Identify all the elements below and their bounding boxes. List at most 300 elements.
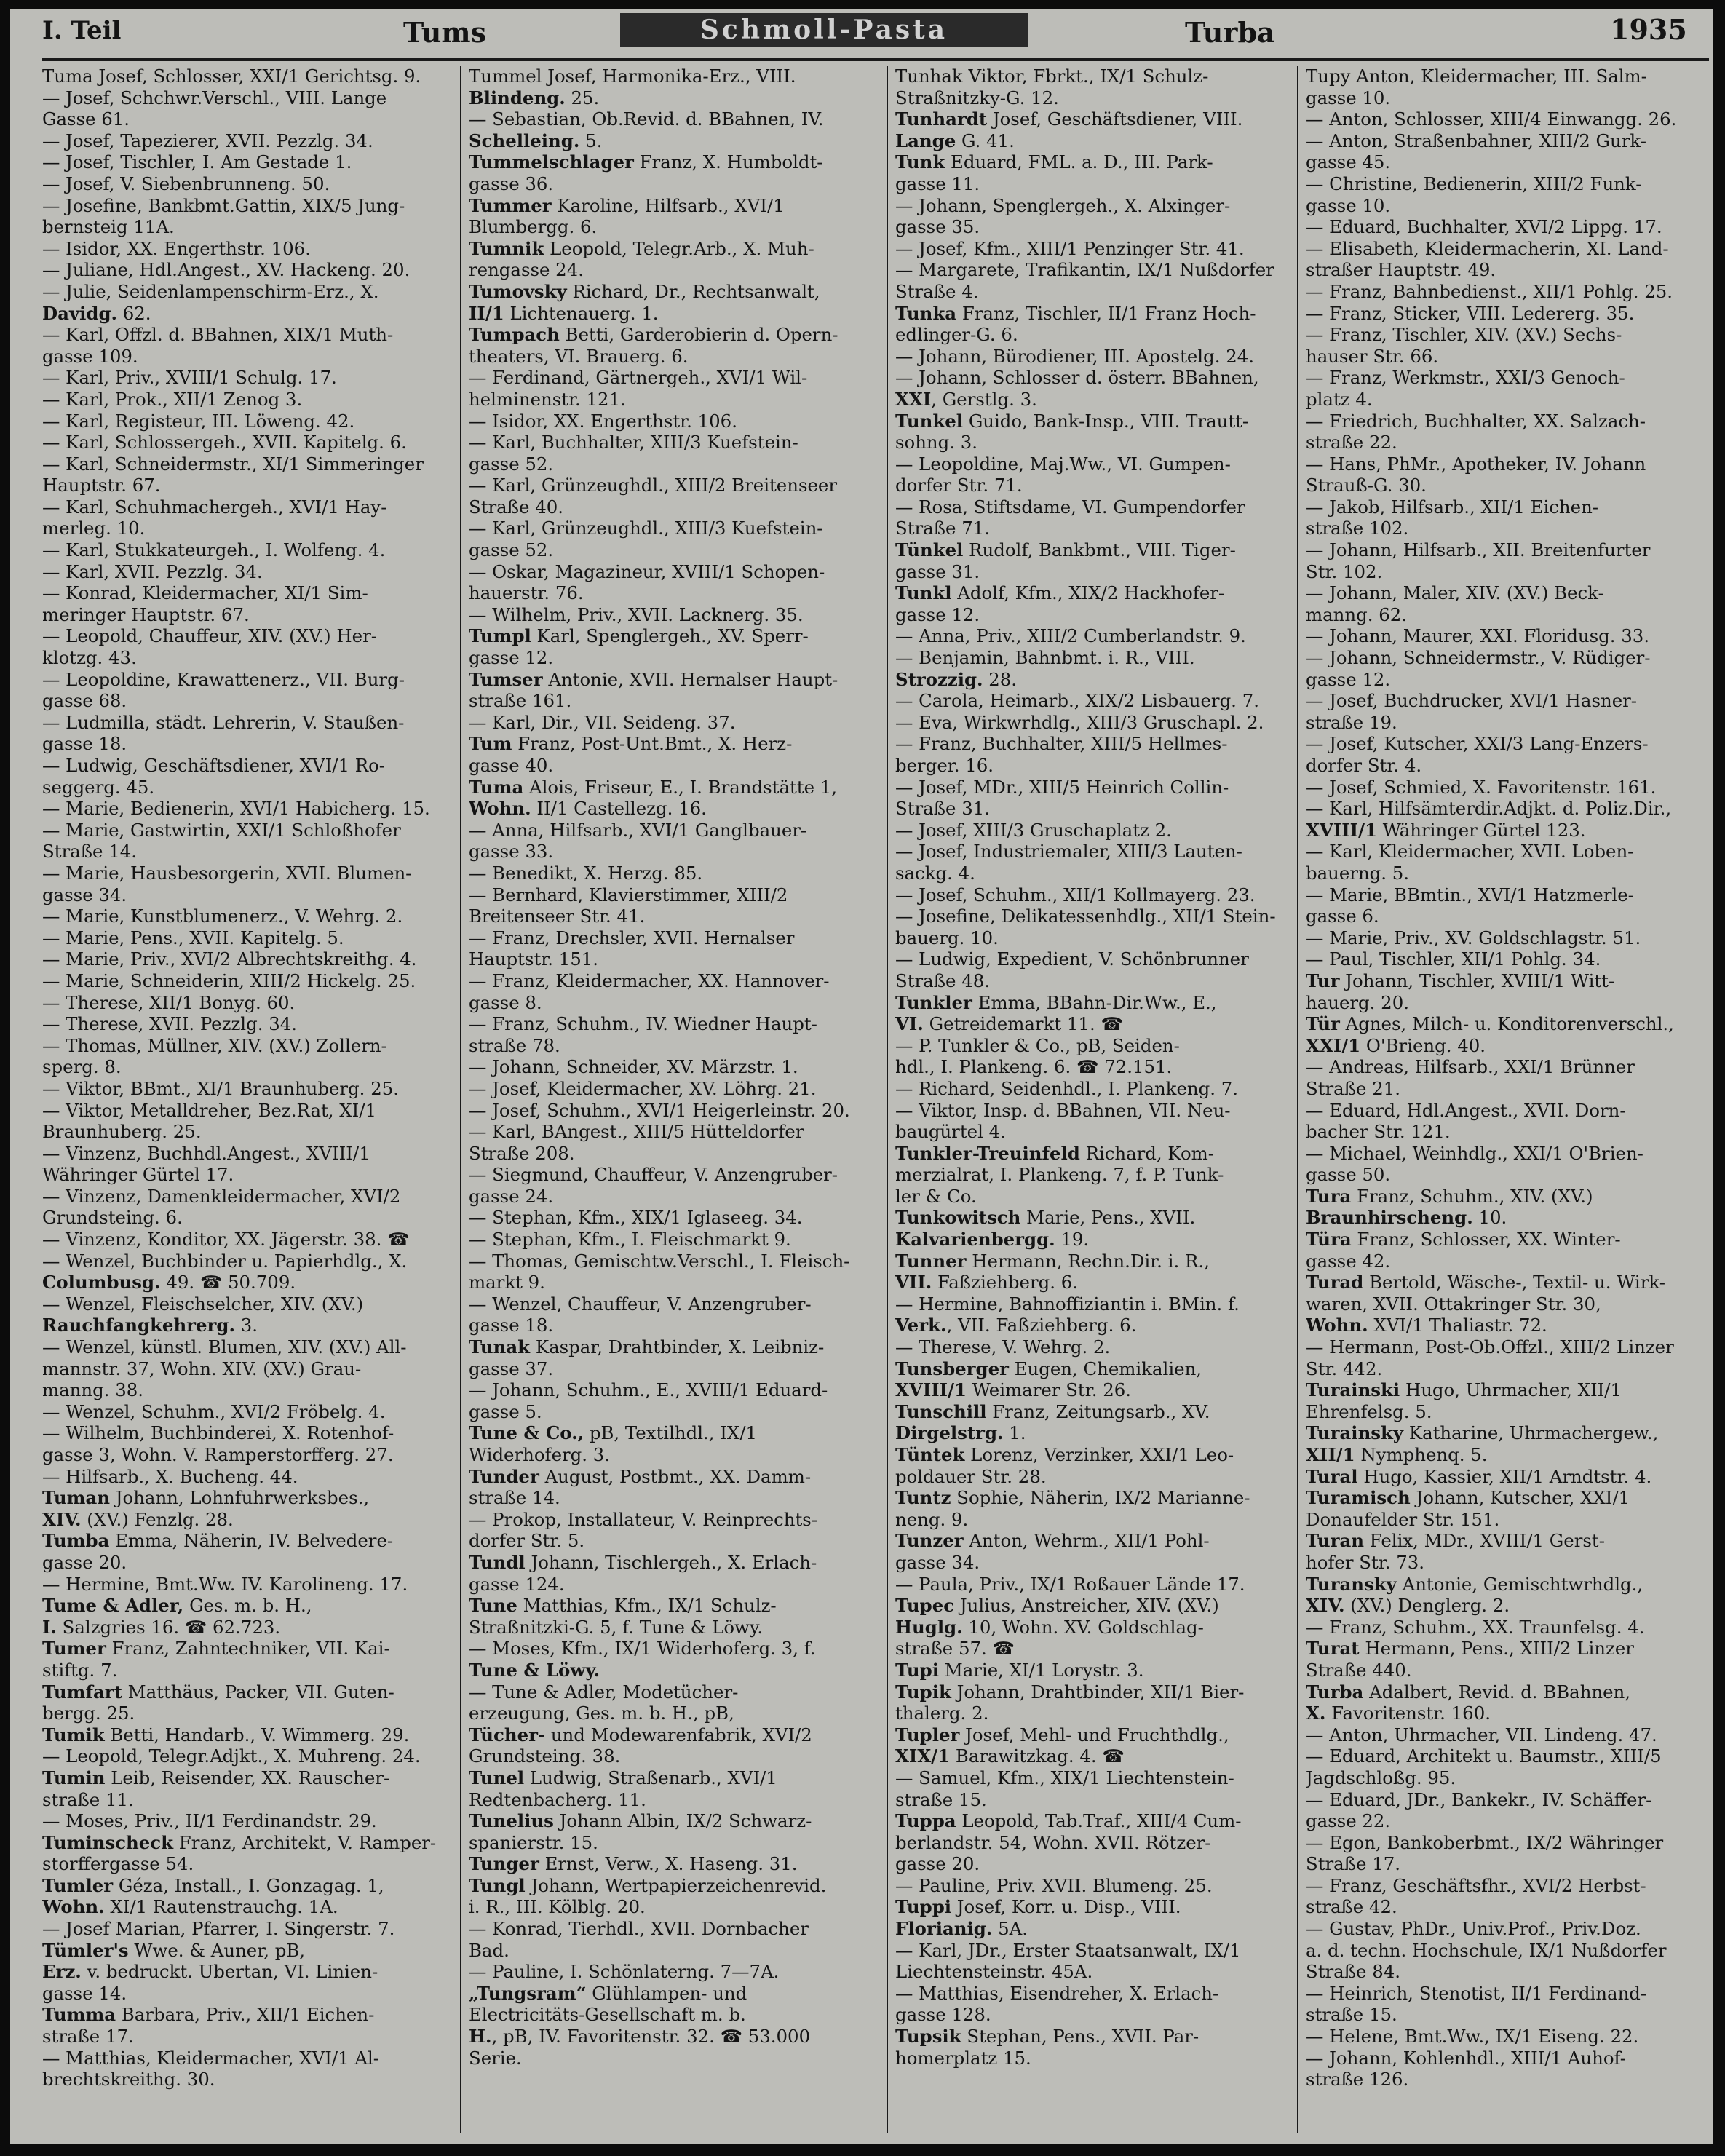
directory-line: Str. 442. [1306,1358,1383,1379]
directory-line: — Franz, Buchhalter, XIII/5 Hellmes- [895,733,1228,755]
directory-line: — Karl, Stukkateurgeh., I. Wolfeng. 4. [42,539,386,561]
directory-line: Tunak Kaspar, Drahtbinder, X. Leibniz- [469,1336,825,1358]
directory-line: — Wilhelm, Buchbinderei, X. Rotenhof- [42,1422,394,1444]
surname: Tumpach [469,324,560,346]
surname: Tunkel [895,410,964,432]
directory-line: — Moses, Priv., II/1 Ferdinandstr. 29. [42,1810,377,1832]
directory-line: Tunschill Franz, Zeitungsarb., XV. [895,1400,1210,1422]
directory-line: — Ferdinand, Gärtnergeh., XVI/1 Wil- [469,367,808,389]
directory-line: merleg. 10. [42,518,146,539]
directory-line: — Vinzenz, Buchhdl.Angest., XVIII/1 [42,1142,370,1164]
directory-line: — Konrad, Tierhdl., XVII. Dornbacher [469,1918,809,1940]
header-rule [42,58,1709,61]
directory-line: gasse 124. [469,1573,565,1595]
directory-line: — Karl, Schlossergeh., XVII. Kapitelg. 6. [42,432,407,453]
surname: Tunkl [895,582,952,604]
surname: Tune [469,1595,518,1617]
directory-line: Tumser Antonie, XVII. Hernalser Haupt- [469,668,838,690]
directory-line: — Isidor, XX. Engerthstr. 106. [42,237,311,259]
directory-line: Tunhak Viktor, Fbrkt., IX/1 Schulz- [895,66,1209,87]
guide-word-right: Turba [1185,16,1275,49]
directory-line: XIX/1 Barawitzkag. 4. ☎ [895,1745,1125,1767]
directory-line: Tume & Adler, Ges. m. b. H., [42,1595,312,1617]
column-1 [42,66,448,2133]
directory-line: theaters, VI. Brauerg. 6. [469,345,689,367]
directory-line: — Siegmund, Chauffeur, V. Anzengruber- [469,1164,838,1186]
directory-line: — Wenzel, Schuhm., XVI/2 Fröbelg. 4. [42,1400,386,1422]
surname: Erz. [42,1961,82,1983]
directory-line: Ehrenfelsg. 5. [1306,1400,1432,1422]
directory-line: straße 102. [1306,518,1409,539]
directory-line: straße 57. ☎ [895,1638,1015,1660]
surname: II/1 [469,302,504,324]
directory-line: Grundsteing. 38. [469,1745,621,1767]
surname: XXI/1 [1306,1034,1361,1056]
directory-line: bernsteig 11A. [42,216,175,238]
directory-line: — Pauline, I. Schönlaterng. 7—7A. [469,1961,780,1983]
directory-line: Serie. [469,2047,522,2069]
directory-line: — Michael, Weinhdlg., XXI/1 O'Brien- [1306,1142,1643,1164]
surname: Wohn. [1306,1315,1368,1336]
directory-line: manng. 38. [42,1379,143,1401]
directory-line: — Marie, Priv., XV. Goldschlagstr. 51. [1306,927,1641,948]
directory-line: — Franz, Geschäftsfhr., XVI/2 Herbst- [1306,1874,1646,1896]
directory-line: Tumovsky Richard, Dr., Rechtsanwalt, [469,280,820,302]
directory-line: — Franz, Schuhm., XX. Traunfelsg. 4. [1306,1616,1645,1638]
directory-line: gasse 11. [895,173,980,194]
directory-line: — Jakob, Hilfsarb., XII/1 Eichen- [1306,496,1599,518]
directory-line: Tuma Alois, Friseur, E., I. Brandstätte 1, [469,776,838,798]
directory-line: II/1 Lichtenauerg. 1. [469,302,659,324]
directory-line: Tuminscheck Franz, Architekt, V. Ramper- [42,1831,437,1853]
directory-line: Straße 40. [469,496,563,518]
directory-line: Donaufelder Str. 151. [1306,1508,1500,1530]
directory-line: — Johann, Kohlenhdl., XIII/1 Auhof- [1306,2047,1626,2069]
directory-line: Turan Felix, MDr., XVIII/1 Gerst- [1306,1530,1605,1552]
column-divider [1297,66,1298,2133]
surname: „Tungsram“ [469,1982,587,2004]
directory-line: — Leopold, Telegr.Adjkt., X. Muhreng. 24. [42,1745,421,1767]
surname: XXI [895,388,932,410]
column-3 [895,66,1301,2133]
column-2 [469,66,875,2133]
directory-line: gasse 14. [42,1982,127,2004]
directory-line: neng. 9. [895,1508,969,1530]
directory-line: — Wenzel, Fleischselcher, XIV. (XV.) [42,1293,364,1315]
directory-line: gasse 22. [1306,1810,1391,1832]
directory-line: meringer Hauptstr. 67. [42,603,250,625]
directory-line: Straße 17. [1306,1853,1400,1875]
directory-line: — Johann, Maler, XIV. (XV.) Beck- [1306,582,1604,604]
surname: Tunzer [895,1530,964,1552]
directory-line: Tuppi Josef, Korr. u. Disp., VIII. [895,1896,1181,1918]
surname: XIV. [1306,1595,1345,1617]
directory-line: Turansky Antonie, Gemischtwrhdlg., [1306,1573,1643,1595]
directory-line: — Karl, Offzl. d. BBahnen, XIX/1 Muth- [42,324,394,346]
directory-line: sackg. 4. [895,862,975,884]
directory-line: straße 22. [1306,432,1397,453]
directory-line: Blumbergg. 6. [469,216,598,238]
surname: Tücher- [469,1724,546,1745]
directory-line: — Pauline, Priv. XVII. Blumeng. 25. [895,1874,1213,1896]
directory-line: — Moses, Kfm., IX/1 Widerhoferg. 3, f. [469,1638,816,1660]
directory-line: — Stephan, Kfm., I. Fleischmarkt 9. [469,1229,791,1251]
directory-line: Turainsky Katharine, Uhrmachergew., [1306,1422,1659,1444]
directory-line: Tunkler-Treuinfeld Richard, Kom- [895,1142,1215,1164]
directory-line: Tungl Johann, Wertpapierzeichenrevid. [469,1874,827,1896]
directory-line: hofer Str. 73. [1306,1551,1425,1573]
directory-line: sperg. 8. [42,1056,122,1078]
directory-line: — Ludmilla, städt. Lehrerin, V. Staußen- [42,711,405,733]
directory-line: Tunk Eduard, FML. a. D., III. Park- [895,151,1213,173]
directory-line: — Wenzel, künstl. Blumen, XIV. (XV.) All- [42,1336,407,1358]
directory-line: — Karl, Grünzeughdl., XIII/2 Breitenseer [469,475,837,496]
directory-line: — Therese, V. Wehrg. 2. [895,1336,1111,1358]
directory-line: Tumler Géza, Install., I. Gonzagag. 1, [42,1874,384,1896]
surname: Turamisch [1306,1487,1411,1509]
directory-line: — Anna, Hilfsarb., XVI/1 Ganglbauer- [469,819,807,841]
directory-line: — Samuel, Kfm., XIX/1 Liechtenstein- [895,1767,1234,1788]
surname: Tungl [469,1874,526,1896]
directory-line: — Paul, Tischler, XII/1 Pohlg. 34. [1306,948,1601,970]
surname: Tunger [469,1853,539,1875]
directory-line: Straße 208. [469,1142,575,1164]
directory-line: — Karl, JDr., Erster Staatsanwalt, IX/1 [895,1939,1241,1961]
directory-line: — Carola, Heimarb., XIX/2 Lisbauerg. 7. [895,690,1259,712]
surname: Tumma [42,2004,116,2026]
directory-line: Braunhuberg. 25. [42,1121,202,1143]
directory-line: X. Favoritenstr. 160. [1306,1703,1491,1724]
directory-line: Tupsik Stephan, Pens., XVII. Par- [895,2026,1199,2048]
surname: Tuppa [895,1810,956,1832]
directory-line: Tuppa Leopold, Tab.Traf., XIII/4 Cum- [895,1810,1242,1832]
directory-line: — Therese, XII/1 Bonyg. 60. [42,991,296,1013]
directory-line: Tur Johann, Tischler, XVIII/1 Witt- [1306,970,1615,991]
surname: Tür [1306,1013,1340,1035]
surname: Tuman [42,1487,110,1509]
directory-line: — Josef, Industriemaler, XIII/3 Lauten- [895,841,1242,863]
directory-line: — Marie, Pens., XVII. Kapitelg. 5. [42,927,344,948]
directory-line: — Viktor, Insp. d. BBahnen, VII. Neu- [895,1099,1231,1121]
directory-line: — Julie, Seidenlampenschirm-Erz., X. [42,280,379,302]
directory-line: — Franz, Bahnbedienst., XII/1 Pohlg. 25. [1306,280,1673,302]
directory-line: — Eduard, Buchhalter, XVI/2 Lippg. 17. [1306,216,1662,238]
surname: Tumfart [42,1681,122,1703]
directory-line: brechtskreithg. 30. [42,2069,215,2090]
surname: I. [42,1616,57,1638]
directory-line: gasse 10. [1306,194,1391,216]
directory-line: — Anna, Priv., XIII/2 Cumberlandstr. 9. [895,625,1246,647]
directory-line: — Johann, Schneider, XV. Märzstr. 1. [469,1056,798,1078]
directory-line: — Thomas, Gemischtw.Verschl., I. Fleisch- [469,1250,850,1272]
directory-line: hauerstr. 76. [469,582,584,604]
surname: Tunder [469,1465,539,1487]
directory-line: hauerg. 20. [1306,991,1409,1013]
directory-line: — Josefine, Delikatessenhdlg., XII/1 Stein- [895,905,1276,927]
directory-line: — Karl, Schuhmachergeh., XVI/1 Hay- [42,496,387,518]
directory-line: — Ludwig, Expedient, V. Schönbrunner [895,948,1249,970]
directory-line: straße 14. [469,1487,560,1509]
directory-line: Tupec Julius, Anstreicher, XIV. (XV.) [895,1595,1219,1617]
directory-line: markt 9. [469,1272,545,1293]
directory-line: Schelleing. 5. [469,130,603,151]
surname: Rauchfangkehrerg. [42,1315,235,1336]
directory-line: — Marie, BBmtin., XVI/1 Hatzmerle- [1306,884,1634,905]
directory-line: Verk., VII. Faßziehberg. 6. [895,1315,1137,1336]
directory-line: — P. Tunkler & Co., pB, Seiden- [895,1034,1180,1056]
directory-line: Tür Agnes, Milch- u. Konditorenverschl., [1306,1013,1674,1035]
directory-line: — Egon, Bankoberbmt., IX/2 Währinger [1306,1831,1664,1853]
directory-line: stiftg. 7. [42,1659,118,1681]
directory-line: helminenstr. 121. [469,388,626,410]
directory-line: straße 15. [1306,2004,1397,2026]
directory-line: H., pB, IV. Favoritenstr. 32. ☎ 53.000 [469,2026,811,2048]
directory-line: Braunhirscheng. 10. [1306,1207,1507,1229]
surname: Blindeng. [469,87,566,108]
directory-line: — Josef Marian, Pfarrer, I. Singerstr. 7. [42,1918,395,1940]
directory-line: — Johann, Schneidermstr., V. Rüdiger- [1306,647,1651,669]
directory-line: — Karl, Grünzeughdl., XIII/3 Kuefstein- [469,518,823,539]
directory-line: baugürtel 4. [895,1121,1006,1143]
surname: Tuma [469,776,524,798]
directory-line: — Friedrich, Buchhalter, XX. Salzach- [1306,410,1646,432]
directory-line: a. d. techn. Hochschule, IX/1 Nußdorfer [1306,1939,1667,1961]
directory-line: berger. 16. [895,755,994,776]
surname: Tunkowitsch [895,1207,1021,1229]
directory-line: Tunkler Emma, BBahn-Dir.Ww., E., [895,991,1217,1013]
directory-line: — Johann, Spenglergeh., X. Alxinger- [895,194,1231,216]
directory-line: — Sebastian, Ob.Revid. d. BBahnen, IV. [469,108,824,130]
directory-line: Columbusg. 49. ☎ 50.709. [42,1272,296,1293]
directory-line: — Josef, MDr., XIII/5 Heinrich Collin- [895,776,1229,798]
directory-line: bauerng. 5. [1306,862,1410,884]
directory-line: Grundsteing. 6. [42,1207,183,1229]
directory-line: Tundl Johann, Tischlergeh., X. Erlach- [469,1551,817,1573]
directory-line: — Josef, Schchwr.Verschl., VIII. Lange [42,87,387,108]
directory-line: — Franz, Werkmstr., XXI/3 Genoch- [1306,367,1625,389]
directory-line: straße 19. [1306,711,1397,733]
surname: XIX/1 [895,1745,951,1767]
surname: Tumin [42,1767,106,1788]
surname: Tur [1306,970,1340,991]
surname: Tupi [895,1659,939,1681]
directory-line: — Josef, Buchdrucker, XVI/1 Hasner- [1306,690,1638,712]
directory-line: Tumin Leib, Reisender, XX. Rauscher- [42,1767,390,1788]
directory-line: Davidg. 62. [42,302,151,324]
directory-line: — Karl, Prok., XII/1 Zenog 3. [42,388,303,410]
directory-line: — Josef, Tischler, I. Am Gestade 1. [42,151,352,173]
directory-line: — Ludwig, Geschäftsdiener, XVI/1 Ro- [42,755,386,776]
directory-line: Redtenbacherg. 11. [469,1788,646,1810]
directory-line: gasse 12. [1306,668,1391,690]
directory-line: gasse 35. [895,216,980,238]
directory-line: — Marie, Schneiderin, XIII/2 Hickelg. 25. [42,970,416,991]
directory-line: Tunel Ludwig, Straßenarb., XVI/1 [469,1767,777,1788]
directory-line: gasse 20. [42,1551,127,1573]
surname: Tuppi [895,1896,952,1918]
directory-line: gasse 109. [42,345,138,367]
directory-line: Tummelschlager Franz, X. Humboldt- [469,151,823,173]
directory-line: Huglg. 10, Wohn. XV. Goldschlag- [895,1616,1204,1638]
year-label: 1935 [1610,13,1687,46]
directory-line: gasse 36. [469,173,554,194]
directory-line: Tural Hugo, Kassier, XII/1 Arndtstr. 4. [1306,1465,1652,1487]
directory-line: Straße 71. [895,518,990,539]
directory-line: platz 4. [1306,388,1373,410]
directory-line: straße 17. [42,2026,134,2048]
directory-line: „Tungsram“ Glühlampen- und [469,1982,748,2004]
directory-line: — Johann, Hilfsarb., XII. Breitenfurter [1306,539,1651,561]
surname: Tupec [895,1595,955,1617]
directory-line: — Juliane, Hdl.Angest., XV. Hackeng. 20. [42,259,411,281]
directory-line: — Prokop, Installateur, V. Reinprechts- [469,1508,818,1530]
directory-line: Turamisch Johann, Kutscher, XXI/1 [1306,1487,1630,1509]
directory-line: Liechtensteinstr. 45A. [895,1961,1093,1983]
surname: Davidg. [42,302,117,324]
directory-line: gasse 12. [895,603,980,625]
directory-line: Tumma Barbara, Priv., XII/1 Eichen- [42,2004,375,2026]
surname: Tunka [895,302,957,324]
directory-line: — Bernhard, Klavierstimmer, XIII/2 [469,884,788,905]
directory-line: Straße 48. [895,970,990,991]
directory-line: — Josef, Schmied, X. Favoritenstr. 161. [1306,776,1657,798]
directory-line: gasse 18. [469,1315,554,1336]
surname: Lange [895,130,956,151]
directory-line: manng. 62. [1306,603,1407,625]
directory-line: gasse 8. [469,991,542,1013]
directory-line: — Josef, XIII/3 Gruschaplatz 2. [895,819,1172,841]
directory-line: Tupik Johann, Drahtbinder, XII/1 Bier- [895,1681,1245,1703]
directory-line: gasse 33. [469,841,554,863]
directory-line: sohng. 3. [895,432,978,453]
directory-line: Lange G. 41. [895,130,1015,151]
directory-line: — Karl, Kleidermacher, XVII. Loben- [1306,841,1634,863]
directory-line: — Thomas, Müllner, XIV. (XV.) Zollern- [42,1034,387,1056]
surname: Turad [1306,1272,1364,1293]
surname: Tummelschlager [469,151,634,173]
directory-line: — Johann, Schlosser d. österr. BBahnen, [895,367,1259,389]
directory-line: — Hilfsarb., X. Bucheng. 44. [42,1465,298,1487]
directory-line: — Johann, Maurer, XXI. Floridusg. 33. [1306,625,1650,647]
directory-line: Florianig. 5A. [895,1918,1028,1940]
directory-line: Turba Adalbert, Revid. d. BBahnen, [1306,1681,1631,1703]
directory-line: Tunkowitsch Marie, Pens., XVII. [895,1207,1196,1229]
surname: Tunhardt [895,108,988,130]
surname: XVIII/1 [1306,819,1377,841]
surname: Tura [1306,1185,1352,1207]
directory-line: — Andreas, Hilfsarb., XXI/1 Brünner [1306,1056,1635,1078]
directory-line: edlinger-G. 6. [895,324,1018,346]
directory-line: gasse 34. [895,1551,980,1573]
directory-line: — Josef, Tapezierer, XVII. Pezzlg. 34. [42,130,373,151]
directory-line: dorfer Str. 71. [895,475,1023,496]
directory-line: VII. Faßziehberg. 6. [895,1272,1078,1293]
directory-line: Erz. v. bedruckt. Ubertan, VI. Linien- [42,1961,378,1983]
directory-line: Tunhardt Josef, Geschäftsdiener, VIII. [895,108,1243,130]
surname: Tumler [42,1874,114,1896]
directory-line: Dirgelstrg. 1. [895,1422,1026,1444]
directory-line: Turat Hermann, Pens., XIII/2 Linzer [1306,1638,1634,1660]
directory-line: — Wenzel, Chauffeur, V. Anzengruber- [469,1293,812,1315]
directory-line: — Josef, Kutscher, XXI/3 Lang-Enzers- [1306,733,1649,755]
directory-line: Straße 84. [1306,1961,1400,1983]
surname: XII/1 [1306,1444,1355,1465]
surname: XVIII/1 [895,1379,967,1401]
surname: Tümler's [42,1939,129,1961]
directory-line: — Matthias, Kleidermacher, XVI/1 Al- [42,2047,380,2069]
directory-line: — Johann, Schuhm., E., XVIII/1 Eduard- [469,1379,828,1401]
directory-line: Tuntz Sophie, Näherin, IX/2 Marianne- [895,1487,1250,1509]
directory-line: — Leopold, Chauffeur, XIV. (XV.) Her- [42,625,377,647]
directory-line: — Vinzenz, Damenkleidermacher, XVI/2 [42,1185,401,1207]
directory-line: gasse 5. [469,1400,542,1422]
directory-line: gasse 34. [42,884,127,905]
directory-line: Wohn. II/1 Castellezg. 16. [469,798,707,820]
directory-line: Tumpach Betti, Garderobierin d. Opern- [469,324,838,346]
directory-line: gasse 128. [895,2004,991,2026]
directory-line: — Johann, Bürodiener, III. Apostelg. 24. [895,345,1255,367]
directory-line: — Paula, Priv., IX/1 Roßauer Lände 17. [895,1573,1245,1595]
directory-line: — Wenzel, Buchbinder u. Papierhdlg., X. [42,1250,408,1272]
directory-line: Tunzer Anton, Wehrm., XII/1 Pohl- [895,1530,1210,1552]
directory-line: — Hans, PhMr., Apotheker, IV. Johann [1306,453,1646,475]
surname: Tunel [469,1767,525,1788]
column-divider [460,66,461,2133]
directory-line: straße 126. [1306,2069,1409,2090]
surname: Tunkler [895,991,972,1013]
directory-line: gasse 52. [469,453,554,475]
directory-page [10,9,1713,2144]
directory-line: Tupler Josef, Mehl- und Fruchthdlg., [895,1724,1229,1745]
directory-line: XIV. (XV.) Denglerg. 2. [1306,1595,1510,1617]
surname: Turba [1306,1681,1364,1703]
directory-line: rengasse 24. [469,259,584,281]
directory-line: XXI, Gerstlg. 3. [895,388,1037,410]
surname: Kalvarienbergg. [895,1229,1055,1251]
directory-line: — Benjamin, Bahnbmt. i. R., VIII. [895,647,1195,669]
surname: H. [469,2026,492,2048]
directory-line: i. R., III. Kölblg. 20. [469,1896,646,1918]
directory-line: gasse 42. [1306,1250,1391,1272]
directory-line: hauser Str. 66. [1306,345,1439,367]
directory-line: XII/1 Nymphenq. 5. [1306,1444,1488,1465]
directory-line: Straße 31. [895,798,990,820]
directory-line: waren, XVII. Ottakringer Str. 30, [1306,1293,1601,1315]
directory-line: — Hermine, Bmt.Ww. IV. Karolineng. 17. [42,1573,408,1595]
directory-line: Straße 4. [895,280,979,302]
directory-line: — Eduard, Architekt u. Baumstr., XIII/5 [1306,1745,1662,1767]
directory-line: — Matthias, Eisendreher, X. Erlach- [895,1982,1219,2004]
surname: Tunk [895,151,945,173]
surname: Tune & Löwy. [469,1659,600,1681]
directory-line: — Viktor, Metalldreher, Bez.Rat, XI/1 [42,1099,377,1121]
directory-line: — Josef, Schuhm., XVI/1 Heigerleinstr. 20. [469,1099,850,1121]
directory-line: — Marie, Hausbesorgerin, XVII. Blumen- [42,862,412,884]
directory-line: — Leopoldine, Krawattenerz., VII. Burg- [42,668,405,690]
directory-line: Tunger Ernst, Verw., X. Haseng. 31. [469,1853,798,1875]
directory-line: straße 15. [895,1788,987,1810]
directory-line: Tumfart Matthäus, Packer, VII. Guten- [42,1681,394,1703]
surname: Tumovsky [469,280,567,302]
surname: Tumser [469,668,543,690]
directory-line: Tumpl Karl, Spenglergeh., XV. Sperr- [469,625,809,647]
directory-line: bauerg. 10. [895,927,999,948]
directory-line: XVIII/1 Weimarer Str. 26. [895,1379,1131,1401]
directory-line: Hauptstr. 67. [42,475,161,496]
directory-line: XIV. (XV.) Fenzlg. 28. [42,1508,234,1530]
surname: Strozzig. [895,668,983,690]
directory-line: Tune & Co., pB, Textilhdl., IX/1 [469,1422,758,1444]
